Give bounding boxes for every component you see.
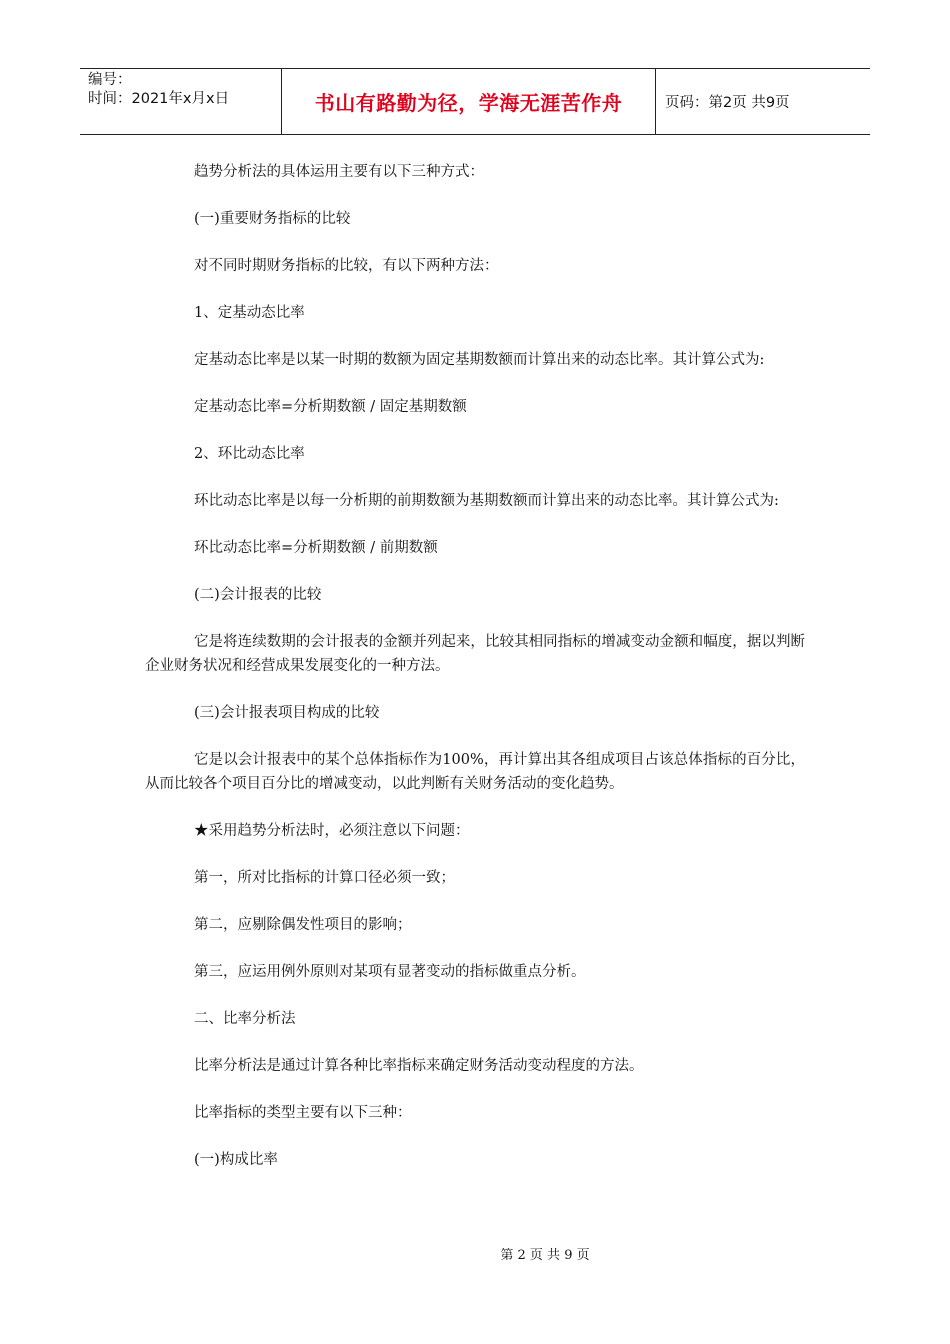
paragraph: 比率指标的类型主要有以下三种： [194,1105,412,1121]
list-item: 第二，应剔除偶发性项目的影响； [194,917,412,933]
section-heading: (三)会计报表项目构成的比较 [194,705,380,721]
document-date-label: 时间：2021年x月x日 [88,91,230,107]
subsection-heading: 1、定基动态比率 [194,305,305,321]
section-heading: (一)重要财务指标的比较 [194,211,351,227]
paragraph: 比率分析法是通过计算各种比率指标来确定财务活动变动程度的方法。 [194,1058,644,1074]
document-header [80,68,870,135]
subsection-heading: 2、环比动态比率 [194,446,305,462]
section-heading: 二、比率分析法 [194,1011,296,1027]
paragraph: 对不同时期财务指标的比较，有以下两种方法： [194,258,499,274]
formula: 定基动态比率=分析期数额 / 固定基期数额 [194,399,467,415]
header-page-info: 页码：第2页 共9页 [665,95,790,111]
formula: 环比动态比率=分析期数额 / 前期数额 [194,540,438,556]
paragraph: 它是将连续数期的会计报表的金额并列起来，比较其相同指标的增减变动金额和幅度，据以判断企业财务状况和经营成果发展变化的一种方法。 [145,634,805,674]
paragraph: 定基动态比率是以某一时期的数额为固定基期数额而计算出来的动态比率。其计算公式为: [194,352,765,368]
page-footer: 第 2 页 共 9 页 [500,1248,590,1263]
document-number-label: 编号： [88,72,132,88]
note-heading: ★采用趋势分析法时，必须注意以下问题： [194,823,470,839]
paragraph: 趋势分析法的具体运用主要有以下三种方式： [194,164,484,180]
document-body [145,160,805,1172]
list-item: 第一，所对比指标的计算口径必须一致； [194,870,455,886]
header-meta-cell [80,69,282,134]
paragraph: 它是以会计报表中的某个总体指标作为100%，再计算出其各组成项目占该总体指标的百分比，从而比较各个项目百分比的增减变动，以此判断有关财务活动的变化趋势。 [145,752,805,792]
section-heading: (二)会计报表的比较 [194,587,322,603]
header-motto: 书山有路勤为径，学海无涯苦作舟 [282,69,656,134]
paragraph: 环比动态比率是以每一分析期的前期数额为基期数额而计算出来的动态比率。其计算公式为: [194,493,779,509]
section-heading: (一)构成比率 [194,1152,278,1168]
list-item: 第三，应运用例外原则对某项有显著变动的指标做重点分析。 [194,964,586,980]
